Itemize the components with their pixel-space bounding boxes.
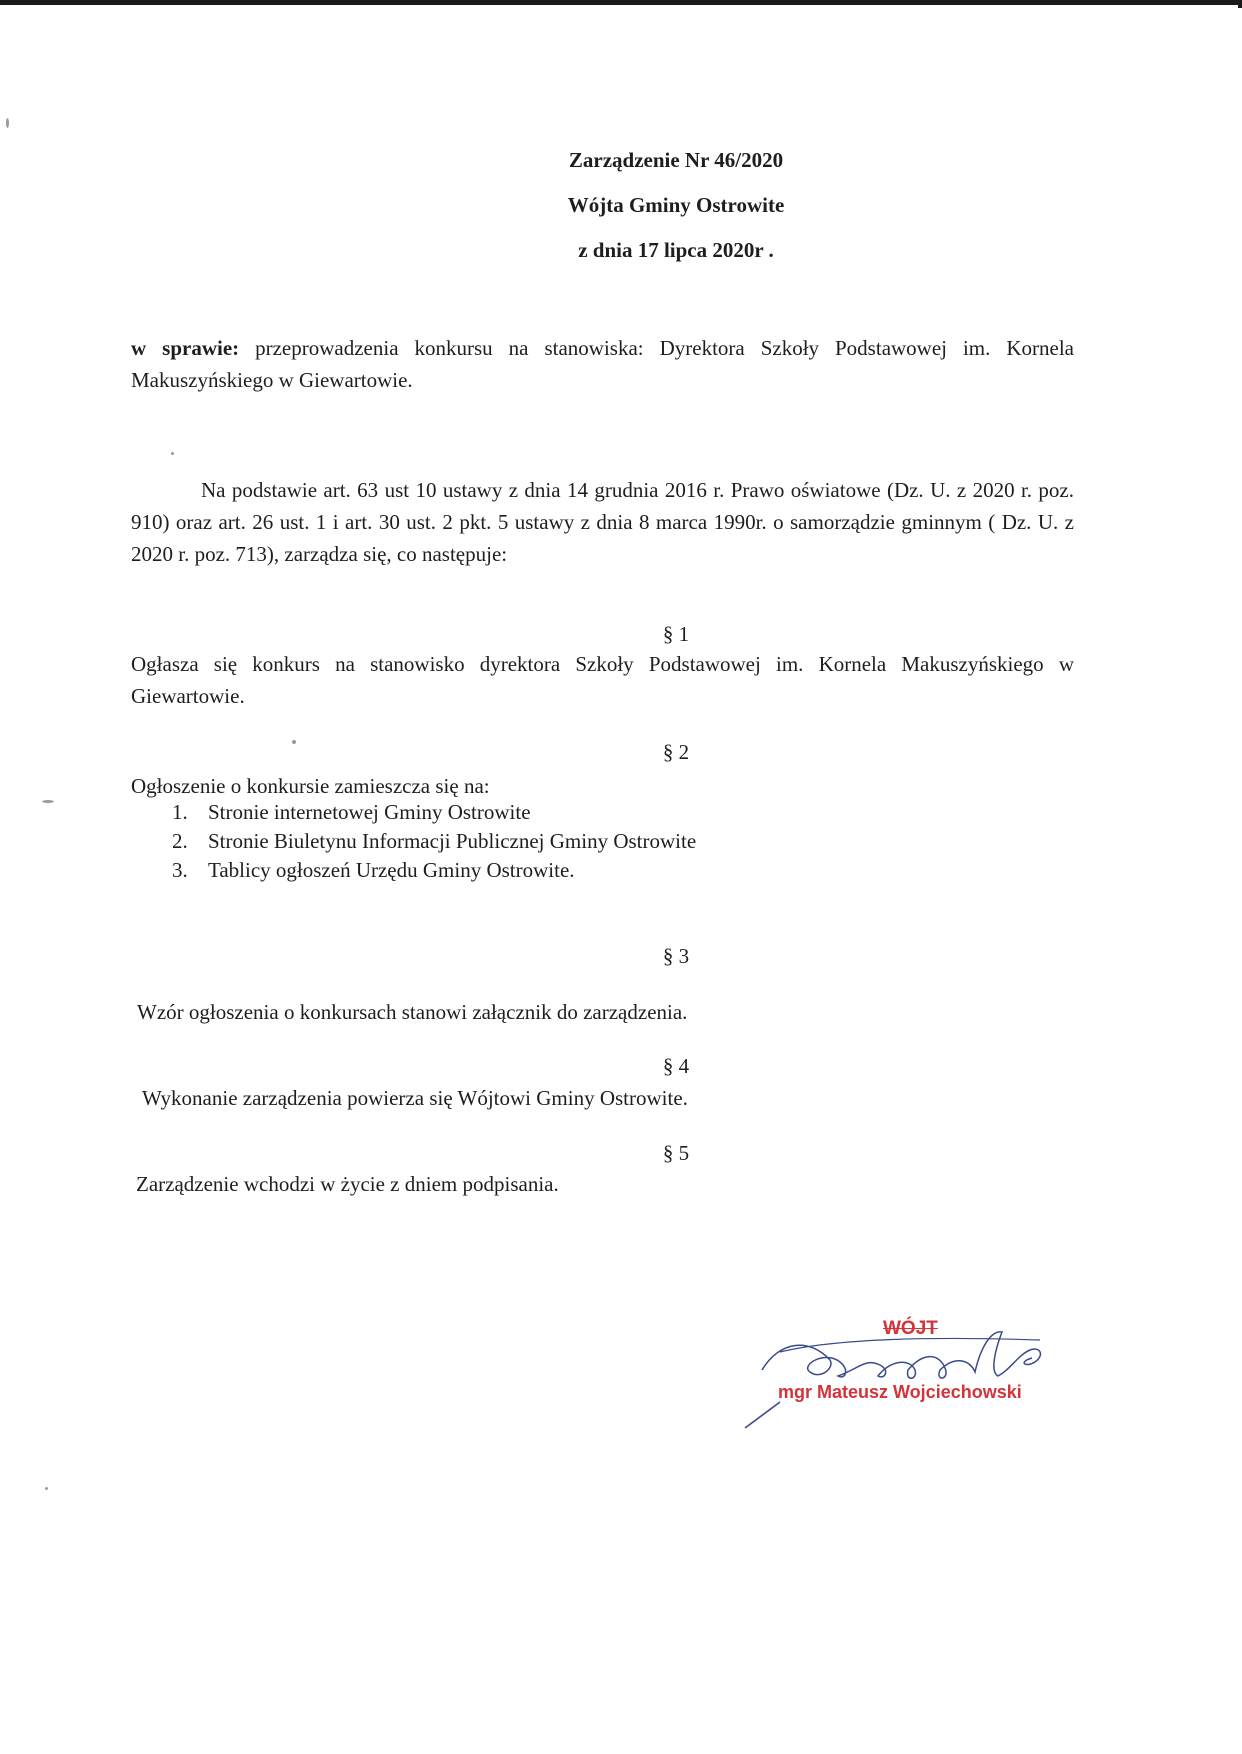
scan-speck bbox=[45, 1487, 48, 1490]
ordinance-issuer: Wójta Gminy Ostrowite bbox=[567, 193, 785, 217]
ordinance-date: z dnia 17 lipca 2020r . bbox=[578, 238, 774, 262]
section-1-text: Ogłasza się konkurs na stanowisko dyrektora Szkoły Podstawowej im. Kornela Makuszyńskiego w Giewartowie. bbox=[131, 652, 1074, 708]
stamp-title: WÓJT bbox=[883, 1318, 938, 1339]
section-3-text: Wzór ogłoszenia o konkursach stanowi załącznik do zarządzenia. bbox=[137, 1000, 688, 1024]
subject-label: w sprawie: bbox=[131, 336, 240, 360]
list-item-text: Tablicy ogłoszeń Urzędu Gminy Ostrowite. bbox=[208, 858, 575, 882]
list-item-number: 2. bbox=[172, 829, 188, 853]
list-item-number: 1. bbox=[172, 800, 188, 824]
list-item bbox=[172, 798, 696, 827]
section-4-marker: § 4 bbox=[662, 1054, 690, 1078]
scan-edge-top bbox=[0, 0, 1242, 5]
list-item bbox=[172, 856, 696, 885]
subject-paragraph bbox=[131, 332, 1074, 396]
scan-speck bbox=[6, 118, 9, 128]
section-3-marker: § 3 bbox=[662, 944, 690, 968]
list-item-text: Stronie Biuletynu Informacji Publicznej Gminy Ostrowite bbox=[208, 829, 697, 853]
section-2-text: Ogłoszenie o konkursie zamieszcza się na: bbox=[131, 774, 490, 798]
handwritten-signature-icon bbox=[740, 1310, 1080, 1430]
ordinance-number: Zarządzenie Nr 46/2020 bbox=[568, 148, 784, 172]
section-5-marker: § 5 bbox=[662, 1141, 690, 1165]
section-2-marker: § 2 bbox=[662, 740, 690, 764]
list-item-text: Stronie internetowej Gminy Ostrowite bbox=[208, 800, 531, 824]
scan-speck bbox=[171, 452, 174, 455]
scan-speck bbox=[292, 740, 296, 744]
section-4-text: Wykonanie zarządzenia powierza się Wójtowi Gminy Ostrowite. bbox=[142, 1086, 688, 1110]
list-item-number: 3. bbox=[172, 858, 188, 882]
legal-basis-paragraph: Na podstawie art. 63 ust 10 ustawy z dnia 14 grudnia 2016 r. Prawo oświatowe (Dz. U. z 2020 r. poz. 910) oraz art. 26 ust. 1 i art. 30 ust. 2 pkt. 5 ustawy z dnia 8 marca 1990r. o samorządzie gminnym ( Dz. U. z 2020 r. poz. 713), zarządza się, co następuje: bbox=[131, 478, 1074, 566]
list-item bbox=[172, 827, 696, 856]
scan-speck bbox=[42, 800, 54, 803]
scan-edge-right bbox=[1238, 0, 1242, 8]
section-1-marker: § 1 bbox=[662, 622, 690, 646]
section-5-text: Zarządzenie wchodzi w życie z dniem podpisania. bbox=[136, 1172, 559, 1196]
subject-text: przeprowadzenia konkursu na stanowiska: Dyrektora Szkoły Podstawowej im. Kornela Makuszyńskiego w Giewartowie. bbox=[131, 336, 1075, 392]
signature-stamp bbox=[740, 1310, 1080, 1430]
publication-list bbox=[172, 798, 696, 885]
signatory-name: mgr Mateusz Wojciechowski bbox=[778, 1382, 1022, 1402]
